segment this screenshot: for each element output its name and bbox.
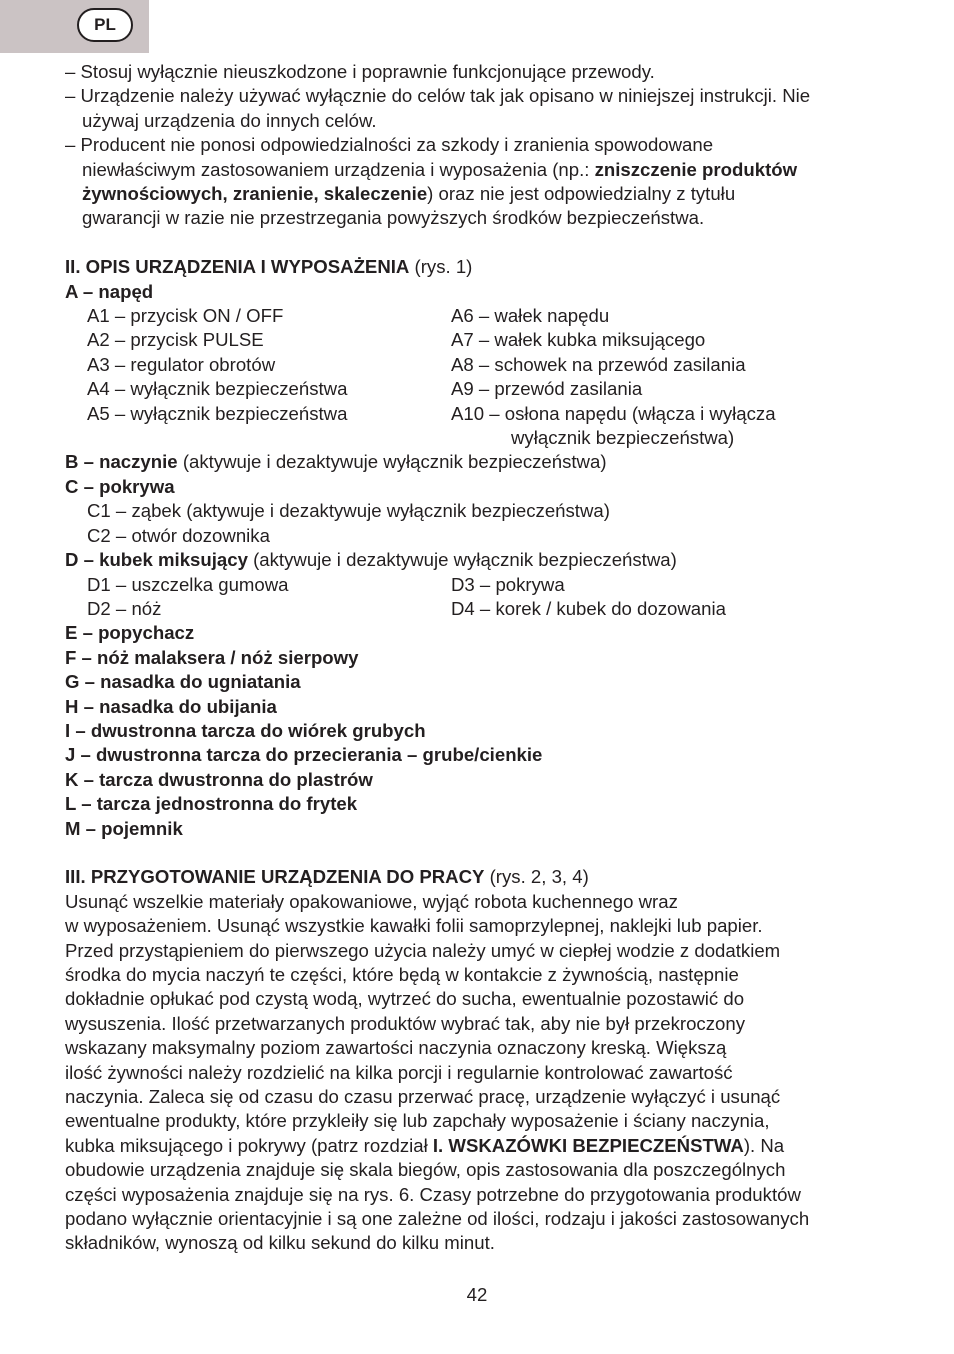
part-row: A1 – przycisk ON / OFF A6 – wałek napędu bbox=[87, 305, 610, 327]
language-tab bbox=[0, 0, 149, 53]
part-row: A2 – przycisk PULSE A7 – wałek kubka miksującego bbox=[87, 329, 706, 351]
warning-item: – Urządzenie należy używać wyłącznie do celów tak jak opisano w niniejszej instrukcji. Nie bbox=[65, 85, 811, 107]
page-number: 42 bbox=[466, 1284, 488, 1305]
paragraph-line: Przed przystąpieniem do pierwszego użycia należy umyć w ciepłej wodzie z dodatkiem bbox=[65, 939, 781, 961]
part-row: A4 – wyłącznik bezpieczeństwa A9 – przewód zasilania bbox=[87, 378, 643, 400]
part-heading: G – nasadka do ugniatania bbox=[65, 671, 301, 693]
part-row: A3 – regulator obrotów A8 – schowek na przewód zasilania bbox=[87, 353, 746, 375]
part-heading: A – napęd bbox=[65, 280, 154, 302]
part-heading: I – dwustronna tarcza do wiórek grubych bbox=[65, 719, 426, 741]
paragraph-line: ewentualne produkty, które przykleiły się lub zapchały wyposażenie i ściany naczynia, bbox=[65, 1110, 770, 1132]
warning-item-continued: gwarancji w razie nie przestrzegania powyższych środków bezpieczeństwa. bbox=[82, 207, 705, 229]
part-heading: F – nóż malaksera / nóż sierpowy bbox=[65, 646, 359, 668]
paragraph-line: wskazany maksymalny poziom zawartości naczynia oznaczony kreską. Większą bbox=[65, 1037, 727, 1059]
language-badge: PL bbox=[77, 8, 133, 42]
part-heading: H – nasadka do ubijania bbox=[65, 695, 277, 717]
warning-item-continued: żywnościowych, zranienie, skaleczenie) oraz nie jest odpowiedzialny z tytułu bbox=[82, 183, 736, 205]
part-item: C2 – otwór dozownika bbox=[87, 524, 270, 546]
warning-item-continued: niewłaściwym zastosowaniem urządzenia i wyposażenia (np.: zniszczenie produktów bbox=[82, 158, 798, 180]
part-heading: J – dwustronna tarcza do przecierania – grube/cienkie bbox=[65, 744, 543, 766]
paragraph-line: ilość żywności należy rozdzielić na kilka porcji i regularnie kontrolować zawartość bbox=[65, 1061, 733, 1083]
section-heading: II. OPIS URZĄDZENIA I WYPOSAŻENIA (rys. 1) bbox=[65, 256, 473, 278]
part-heading: D – kubek miksujący (aktywuje i dezaktywuje wyłącznik bezpieczeństwa) bbox=[65, 549, 677, 571]
part-row: A5 – wyłącznik bezpieczeństwa A10 – osłona napędu (włącza i wyłącza bbox=[87, 402, 776, 424]
page-content bbox=[65, 60, 895, 1256]
part-heading: C – pokrywa bbox=[65, 475, 175, 497]
part-item: C1 – ząbek (aktywuje i dezaktywuje wyłącznik bezpieczeństwa) bbox=[87, 500, 610, 522]
section-heading: III. PRZYGOTOWANIE URZĄDZENIA DO PRACY (rys. 2, 3, 4) bbox=[65, 866, 589, 888]
warning-item: – Producent nie ponosi odpowiedzialności za szkody i zranienia spowodowane bbox=[65, 134, 714, 156]
part-heading: B – naczynie (aktywuje i dezaktywuje wyłącznik bezpieczeństwa) bbox=[65, 451, 607, 473]
paragraph-line: dokładnie opłukać pod czystą wodą, wytrzeć do sucha, ewentualnie pozostawić do bbox=[65, 988, 745, 1010]
part-heading: M – pojemnik bbox=[65, 817, 183, 839]
warning-item: – Stosuj wyłącznie nieuszkodzone i poprawnie funkcjonujące przewody. bbox=[65, 61, 655, 82]
warning-item-continued: używaj urządzenia do innych celów. bbox=[82, 109, 377, 131]
part-row: D2 – nóż D4 – korek / kubek do dozowania bbox=[87, 597, 726, 619]
part-row-continued: wyłącznik bezpieczeństwa) bbox=[511, 427, 735, 449]
paragraph-line: środka do mycia naczyń te części, które będą w kontakcie z żywnością, następnie bbox=[65, 964, 739, 985]
paragraph-line: Usunąć wszelkie materiały opakowaniowe, wyjąć robota kuchennego wraz bbox=[65, 890, 678, 912]
paragraph-line: naczynia. Zaleca się od czasu do czasu przerwać pracę, urządzenie wyłączyć i usunąć bbox=[65, 1086, 781, 1108]
paragraph-line: części wyposażenia znajduje się na rys. 6. Czasy potrzebne do przygotowania produktów bbox=[65, 1183, 801, 1205]
paragraph-line: składników, wynoszą od kilku sekund do kilku minut. bbox=[65, 1232, 495, 1254]
paragraph-line: obudowie urządzenia znajduje się skala biegów, opis zastosowania dla poszczególnych bbox=[65, 1159, 786, 1181]
part-row: D1 – uszczelka gumowa D3 – pokrywa bbox=[87, 573, 565, 595]
part-heading: L – tarcza jednostronna do frytek bbox=[65, 793, 358, 815]
paragraph-line: podano wyłącznie orientacyjnie i są one zależne od ilości, rodzaju i jakości zastosowanych bbox=[65, 1208, 810, 1230]
part-heading: E – popychacz bbox=[65, 622, 195, 644]
paragraph-line: kubka miksującego i pokrywy (patrz rozdział I. WSKAZÓWKI BEZPIECZEŃSTWA). Na bbox=[65, 1134, 785, 1156]
paragraph-line: w wyposażeniem. Usunąć wszystkie kawałki folii samoprzylepnej, naklejki lub papier. bbox=[65, 915, 763, 937]
part-heading: K – tarcza dwustronna do plastrów bbox=[65, 768, 373, 790]
paragraph-line: wysuszenia. Ilość przetwarzanych produktów wybrać tak, aby nie był przekroczony bbox=[65, 1012, 745, 1034]
